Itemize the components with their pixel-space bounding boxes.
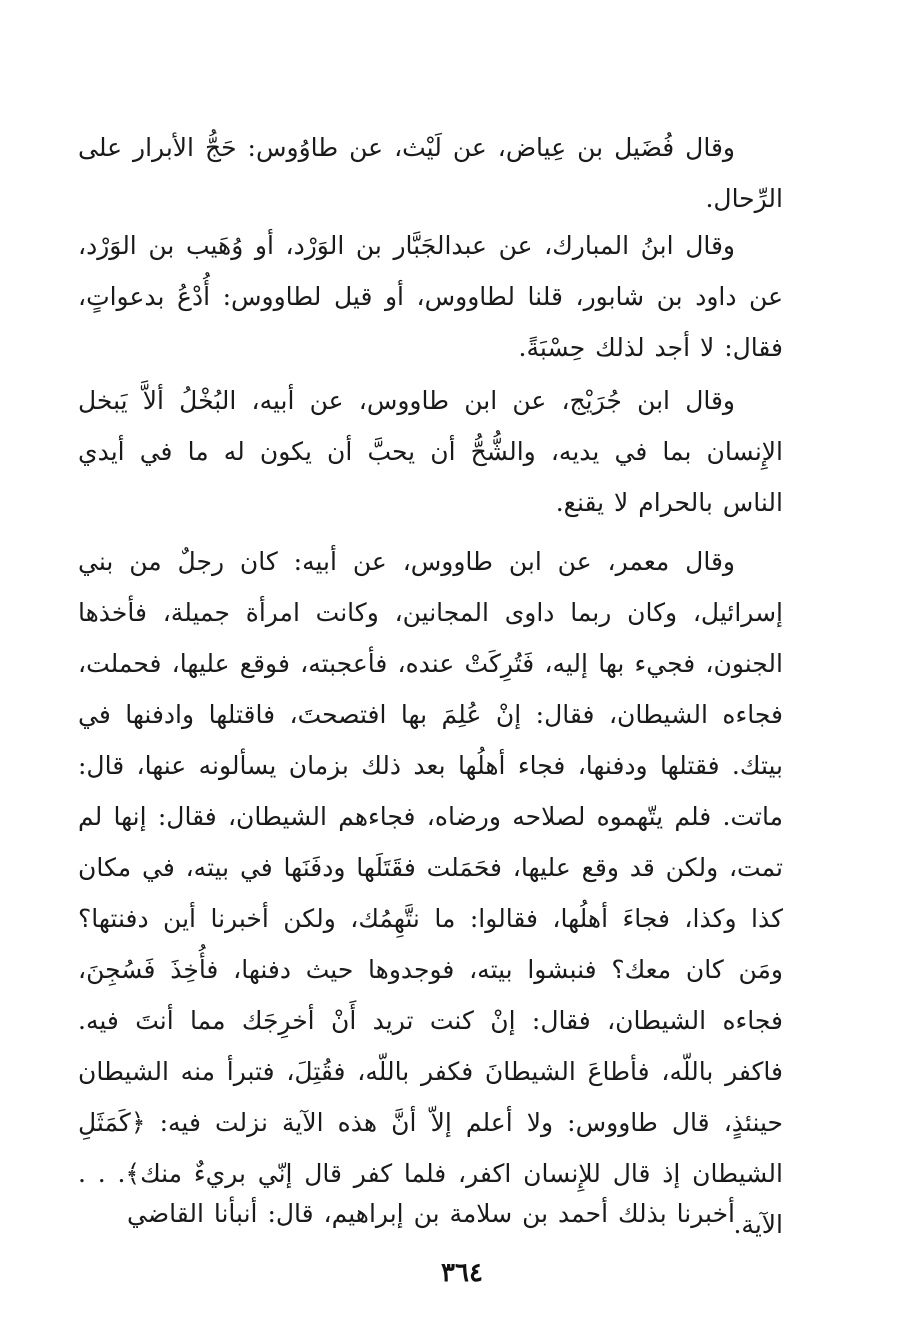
paragraph-ibn-al-mubarak: وقال ابنُ المبارك، عن عبدالجَبَّار بن الوَرْد، أو وُهَيب بن الوَرْد، عن داود بن شابور، قلنا لطاووس، أو قيل لطاووس: أُدْعُ بدعواتٍ، فقال: لا أجد لذلك حِسْبَةً. <box>78 231 783 362</box>
page-number: ٣٦٤ <box>441 1258 483 1288</box>
paragraph-isnad: أخبرنا بذلك أحمد بن سلامة بن إبراهيم، قال: أنبأنا القاضي <box>127 1199 735 1228</box>
paragraph-ibn-jurayj: وقال ابن جُرَيْج، عن ابن طاووس، عن أبيه، البُخْلُ ألاَّ يَبخل الإِنسان بما في يديه، والشُّحُّ أن يحبَّ أن يكون له ما في أيدي الناس بالحرام لا يقنع. <box>78 386 783 517</box>
paragraph-mamar-story: وقال معمر، عن ابن طاووس، عن أبيه: كان رجلٌ من بني إسرائيل، وكان ربما داوى المجانين، وكانت امرأة جميلة، فأخذها الجنون، فجيء بها إليه، فَتُرِكَتْ عنده، فأعجبته، فوقع عليها، فحملت، فجاءه الشيطان، فقال: إنْ عُلِمَ بها افتصحتَ، فاقتلها وادفنها في بيتك. فقتلها ودفنها، فجاء أهلُها بعد ذلك بزمان يسألونه عنها، قال: ماتت. فلم يتّهموه لصلاحه ورضاه، فجاءهم الشيطان، فقال: إنها لم تمت، ولكن قد وقع عليها، فحَمَلت فقَتَلَها ودفَنَها في بيته، في مكان كذا وكذا، فجاءَ أهلُها، فقالوا: ما نتَّهِمُك، ولكن أخبرنا أين دفنتها؟ ومَن كان معك؟ فنبشوا بيته، فوجدوها حيث دفنها، فأُخِذَ فَسُجِنَ، فجاءه الشيطان، فقال: إنْ كنت تريد أَنْ أخرِجَك مما أنتَ فيه. فاكفر باللّه، فأطاعَ الشيطانَ فكفر باللّه، فقُتِلَ، فتبرأ منه الشيطان حينئذٍ، قال طاووس: ولا أعلم إلاّ أنَّ هذه الآية نزلت فيه: ﴿كَمَثَلِ الشيطان إذ قال للإِنسان اكفر، فلما كفر قال إنّي بريءٌ منك﴾. . . الآية. <box>78 547 783 1239</box>
paragraph-fudayl: وقال فُضَيل بن عِياض، عن لَيْث، عن طاوُوس: حَجُّ الأبرار على الرِّحال. <box>78 133 783 213</box>
